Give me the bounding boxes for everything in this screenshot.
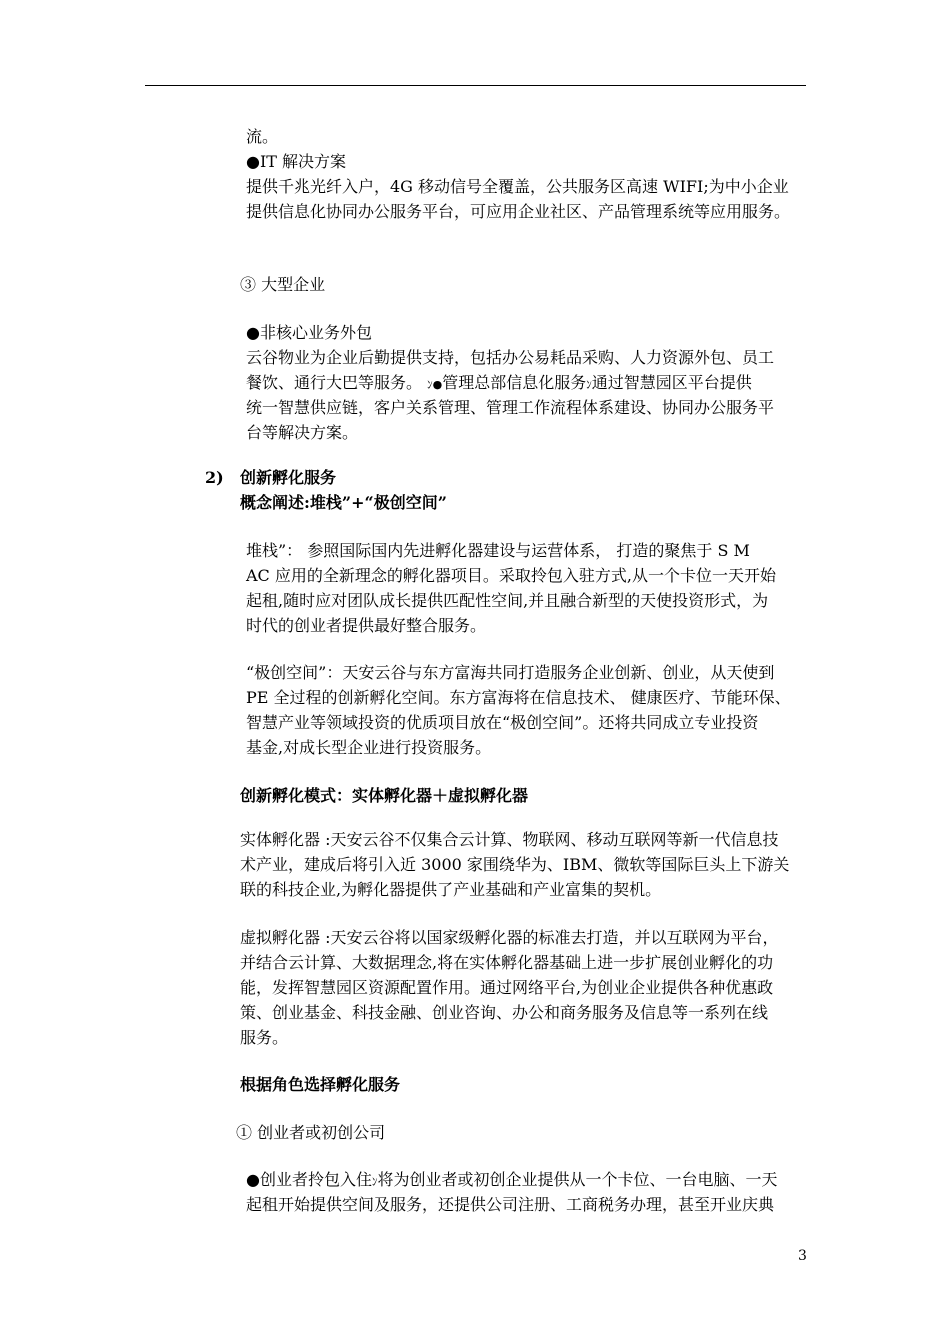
text-line: “极创空间”：天安云谷与东方富海共同打造服务企业创新、创业，从天使到 [246,663,775,682]
text-line: 时代的创业者提供最好整合服务。 [246,616,487,635]
text-line: PE 全过程的创新孵化空间。东方富海将在信息技术、 健康医疗、节能环保、 [246,688,791,707]
text-line: 策、创业基金、科技金融、创业咨询、办公和商务服务及信息等一系列在线 [240,1003,769,1022]
section-title: 创新孵化服务 [240,468,337,487]
text-line: 基金,对成长型企业进行投资服务。 [246,738,492,757]
text-line: 服务。 [240,1028,289,1047]
text-line: 云谷物业为企业后勤提供支持，包括办公易耗品采购、人力资源外包、员工 [246,348,775,367]
list-marker: ﾝ [586,378,592,391]
bullet-heading: ●非核心业务外包 [246,323,372,342]
text-line: 起租开始提供空间及服务，还提供公司注册、工商税务办理，甚至开业庆典 [246,1195,775,1214]
section-heading-it: ●IT 解决方案 [246,152,347,171]
text-line: 智慧产业等领域投资的优质项目放在“极创空间”。还将共同成立专业投资 [246,713,759,732]
text-line: 联的科技企业,为孵化器提供了产业基础和产业富集的契机。 [240,880,662,899]
text-line: 餐饮、通行大巴等服务。 ﾝ●管理总部信息化服务ﾝ通过智慧园区平台提供 [246,373,752,392]
text-line: 统一智慧供应链，客户关系管理、管理工作流程体系建设、协同办公服务平 [246,398,775,417]
text-line: AC 应用的全新理念的孵化器项目。采取拎包入驻方式,从一个卡位一天开始 [246,566,776,585]
list-marker: ﾝ● [427,378,443,391]
text-line: 流。 [246,127,279,146]
text-line: 起租,随时应对团队成长提供匹配性空间,并且融合新型的天使投资形式，为 [246,591,769,610]
text-line: 能，发挥智慧园区资源配置作用。通过网络平台,为创业企业提供各种优惠政 [240,978,774,997]
section-number: 2) [205,468,224,487]
text-line: 虚拟孵化器 :天安云谷将以国家级孵化器的标准去打造，并以互联网为平台， [240,928,779,947]
mode-heading: 创新孵化模式：实体孵化器＋虚拟孵化器 [240,786,529,805]
page-number: 3 [798,1248,807,1264]
subsection-title-large-enterprise: ③ 大型企业 [240,275,326,294]
text-line: 堆栈”： 参照国际国内先进孵化器建设与运营体系， 打造的聚焦于 S M [246,541,750,560]
text-line: 提供信息化协同办公服务平台，可应用企业社区、产品管理系统等应用服务。 [246,202,791,221]
list-marker: ﾝ [371,1175,378,1188]
concept-heading: 概念阐述:堆栈”+“极创空间” [240,493,447,512]
text-line: 实体孵化器 :天安云谷不仅集合云计算、物联网、移动互联网等新一代信息技 [240,830,779,849]
text-line: 提供千兆光纤入户，4G 移动信号全覆盖，公共服务区高速 WIFI;为中小企业 [246,177,789,196]
text-line: ●创业者拎包入住ﾝ将为创业者或初创企业提供从一个卡位、一台电脑、一天 [246,1170,778,1189]
role-heading: 根据角色选择孵化服务 [240,1075,401,1094]
text-line: 台等解决方案。 [246,423,359,442]
text-line: 并结合云计算、大数据理念,将在实体孵化器基础上进一步扩展创业孵化的功 [240,953,774,972]
text-line: 术产业，建成后将引入近 3000 家围绕华为、IBM、微软等国际巨头上下游关 [240,855,790,874]
header-rule [145,85,806,86]
subsection-title-founder: ① 创业者或初创公司 [236,1123,386,1142]
